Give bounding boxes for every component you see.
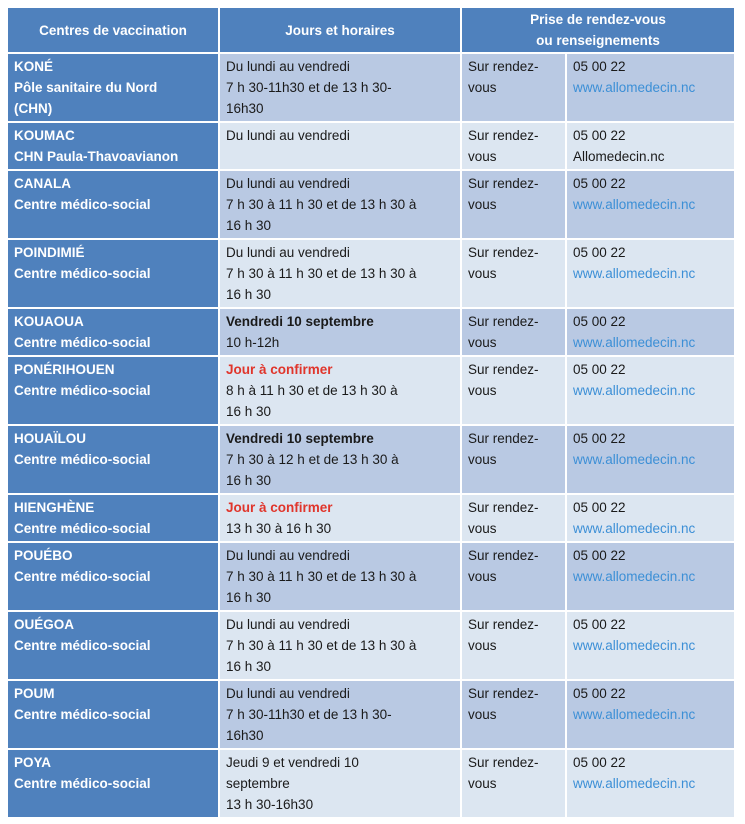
contact-cell bbox=[567, 543, 734, 610]
hours-line: Du lundi au vendredi bbox=[226, 548, 350, 563]
hours-alert-text: Jour à confirmer bbox=[226, 362, 333, 377]
table-row bbox=[8, 612, 734, 679]
appointment-text: vous bbox=[468, 197, 497, 212]
hours-line: Du lundi au vendredi bbox=[226, 128, 350, 143]
centre-subtitle: Centre médico-social bbox=[14, 335, 151, 350]
hours-line: 16 h 30 bbox=[226, 287, 272, 302]
appointment-cell bbox=[462, 54, 565, 121]
appointment-text: vous bbox=[468, 521, 497, 536]
website-link[interactable]: www.allomedecin.nc bbox=[573, 80, 696, 95]
centre-name: KOUMAC bbox=[14, 128, 75, 143]
hours-line: 16h30 bbox=[226, 728, 264, 743]
appointment-cell bbox=[462, 240, 565, 307]
vaccination-table-wrapper bbox=[6, 6, 736, 819]
contact-cell bbox=[567, 171, 734, 238]
hours-line: 7 h 30 à 11 h 30 et de 13 h 30 à bbox=[226, 266, 417, 281]
appointment-text: vous bbox=[468, 707, 497, 722]
centre-cell bbox=[8, 171, 218, 238]
centre-subtitle: Centre médico-social bbox=[14, 638, 151, 653]
header-appointment bbox=[462, 8, 734, 52]
centre-name: POUÉBO bbox=[14, 548, 73, 563]
hours-line: 10 h-12h bbox=[226, 335, 280, 350]
hours-cell bbox=[220, 426, 460, 493]
hours-cell bbox=[220, 750, 460, 817]
phone-number: 05 00 22 bbox=[573, 128, 626, 143]
appointment-text: Sur rendez- bbox=[468, 314, 539, 329]
appointment-text: vous bbox=[468, 80, 497, 95]
website-link[interactable]: www.allomedecin.nc bbox=[573, 776, 696, 791]
website-link[interactable]: www.allomedecin.nc bbox=[573, 197, 696, 212]
phone-number: 05 00 22 bbox=[573, 176, 626, 191]
appointment-text: Sur rendez- bbox=[468, 755, 539, 770]
contact-cell bbox=[567, 612, 734, 679]
appointment-cell bbox=[462, 681, 565, 748]
appointment-text: vous bbox=[468, 149, 497, 164]
hours-line: Du lundi au vendredi bbox=[226, 176, 350, 191]
hours-line: 16h30 bbox=[226, 101, 264, 116]
hours-line: 7 h 30 à 11 h 30 et de 13 h 30 à bbox=[226, 569, 417, 584]
appointment-text: vous bbox=[468, 452, 497, 467]
hours-line: 16 h 30 bbox=[226, 218, 272, 233]
centre-subtitle: Centre médico-social bbox=[14, 452, 151, 467]
phone-number: 05 00 22 bbox=[573, 245, 626, 260]
centre-name: CANALA bbox=[14, 176, 71, 191]
centre-cell bbox=[8, 543, 218, 610]
hours-cell bbox=[220, 681, 460, 748]
centre-cell bbox=[8, 54, 218, 121]
header-hours: Jours et horaires bbox=[220, 8, 460, 52]
centre-subtitle: Centre médico-social bbox=[14, 383, 151, 398]
centre-cell bbox=[8, 123, 218, 169]
hours-cell bbox=[220, 171, 460, 238]
appointment-text: vous bbox=[468, 638, 497, 653]
table-row bbox=[8, 54, 734, 121]
hours-line: Du lundi au vendredi bbox=[226, 59, 350, 74]
phone-number: 05 00 22 bbox=[573, 314, 626, 329]
contact-cell bbox=[567, 309, 734, 355]
table-row bbox=[8, 426, 734, 493]
hours-line: Vendredi 10 septembre bbox=[226, 431, 374, 446]
phone-number: 05 00 22 bbox=[573, 59, 626, 74]
hours-line: septembre bbox=[226, 776, 290, 791]
table-row bbox=[8, 357, 734, 424]
hours-cell bbox=[220, 543, 460, 610]
centre-name: POYA bbox=[14, 755, 52, 770]
phone-number: 05 00 22 bbox=[573, 686, 626, 701]
hours-cell bbox=[220, 54, 460, 121]
hours-line: 16 h 30 bbox=[226, 404, 272, 419]
centre-name: HIENGHÈNE bbox=[14, 500, 95, 515]
contact-cell bbox=[567, 426, 734, 493]
centre-subtitle: Centre médico-social bbox=[14, 569, 151, 584]
website-link[interactable]: www.allomedecin.nc bbox=[573, 452, 696, 467]
appointment-cell bbox=[462, 309, 565, 355]
hours-line: Du lundi au vendredi bbox=[226, 245, 350, 260]
phone-number: 05 00 22 bbox=[573, 617, 626, 632]
appointment-text: vous bbox=[468, 383, 497, 398]
hours-line: 7 h 30-11h30 et de 13 h 30- bbox=[226, 80, 392, 95]
appointment-cell bbox=[462, 750, 565, 817]
hours-line: Du lundi au vendredi bbox=[226, 617, 350, 632]
website-link[interactable]: www.allomedecin.nc bbox=[573, 638, 696, 653]
table-row bbox=[8, 123, 734, 169]
table-row bbox=[8, 681, 734, 748]
hours-line: 13 h 30-16h30 bbox=[226, 797, 314, 812]
hours-line: 16 h 30 bbox=[226, 659, 272, 674]
website-link[interactable]: www.allomedecin.nc bbox=[573, 266, 696, 281]
appointment-text: Sur rendez- bbox=[468, 362, 539, 377]
contact-cell bbox=[567, 54, 734, 121]
appointment-cell bbox=[462, 495, 565, 541]
centre-cell bbox=[8, 750, 218, 817]
table-row bbox=[8, 171, 734, 238]
phone-number: 05 00 22 bbox=[573, 362, 626, 377]
centre-subtitle: Centre médico-social bbox=[14, 521, 151, 536]
table-row bbox=[8, 750, 734, 817]
appointment-text: Sur rendez- bbox=[468, 686, 539, 701]
centre-subtitle: Pôle sanitaire du Nord bbox=[14, 80, 158, 95]
appointment-cell bbox=[462, 543, 565, 610]
website-link[interactable]: www.allomedecin.nc bbox=[573, 335, 696, 350]
centre-name: KOUAOUA bbox=[14, 314, 84, 329]
hours-line: Jeudi 9 et vendredi 10 bbox=[226, 755, 359, 770]
centre-cell bbox=[8, 357, 218, 424]
hours-line: Du lundi au vendredi bbox=[226, 686, 350, 701]
centre-cell bbox=[8, 681, 218, 748]
table-header-row bbox=[8, 8, 734, 52]
appointment-text: vous bbox=[468, 266, 497, 281]
hours-cell bbox=[220, 357, 460, 424]
appointment-text: Sur rendez- bbox=[468, 500, 539, 515]
hours-line: 16 h 30 bbox=[226, 473, 272, 488]
table-row bbox=[8, 543, 734, 610]
hours-line: 7 h 30-11h30 et de 13 h 30- bbox=[226, 707, 392, 722]
hours-cell bbox=[220, 495, 460, 541]
centre-cell bbox=[8, 426, 218, 493]
appointment-text: Sur rendez- bbox=[468, 548, 539, 563]
contact-cell bbox=[567, 357, 734, 424]
centre-cell bbox=[8, 240, 218, 307]
hours-cell bbox=[220, 309, 460, 355]
phone-number: 05 00 22 bbox=[573, 431, 626, 446]
phone-number: 05 00 22 bbox=[573, 755, 626, 770]
phone-number: 05 00 22 bbox=[573, 548, 626, 563]
appointment-text: Sur rendez- bbox=[468, 431, 539, 446]
appointment-text: Sur rendez- bbox=[468, 245, 539, 260]
appointment-text: Sur rendez- bbox=[468, 128, 539, 143]
appointment-cell bbox=[462, 123, 565, 169]
centre-name: POUM bbox=[14, 686, 55, 701]
centre-subtitle: (CHN) bbox=[14, 101, 53, 116]
table-row bbox=[8, 309, 734, 355]
hours-line: 13 h 30 à 16 h 30 bbox=[226, 521, 332, 536]
contact-cell bbox=[567, 240, 734, 307]
phone-number: 05 00 22 bbox=[573, 500, 626, 515]
contact-cell bbox=[567, 681, 734, 748]
centre-subtitle: Centre médico-social bbox=[14, 197, 151, 212]
centre-name: HOUAÏLOU bbox=[14, 431, 86, 446]
website-link[interactable]: www.allomedecin.nc bbox=[573, 707, 696, 722]
website-link[interactable]: www.allomedecin.nc bbox=[573, 569, 696, 584]
centre-cell bbox=[8, 309, 218, 355]
header-appointment-line2: ou renseignements bbox=[536, 33, 660, 48]
centre-name: POINDIMIÉ bbox=[14, 245, 85, 260]
centre-cell bbox=[8, 495, 218, 541]
appointment-text: vous bbox=[468, 335, 497, 350]
table-row bbox=[8, 240, 734, 307]
centre-cell bbox=[8, 612, 218, 679]
appointment-text: Sur rendez- bbox=[468, 617, 539, 632]
appointment-text: Sur rendez- bbox=[468, 176, 539, 191]
appointment-cell bbox=[462, 612, 565, 679]
hours-line: Vendredi 10 septembre bbox=[226, 314, 374, 329]
centre-subtitle: CHN Paula-Thavoavianon bbox=[14, 149, 179, 164]
website-link[interactable]: www.allomedecin.nc bbox=[573, 521, 696, 536]
contact-cell bbox=[567, 750, 734, 817]
hours-alert-text: Jour à confirmer bbox=[226, 500, 333, 515]
table-body bbox=[8, 54, 734, 817]
centre-name: KONÉ bbox=[14, 59, 54, 74]
contact-cell bbox=[567, 123, 734, 169]
hours-cell bbox=[220, 123, 460, 169]
vaccination-table bbox=[6, 6, 736, 819]
hours-line: 8 h à 11 h 30 et de 13 h 30 à bbox=[226, 383, 398, 398]
appointment-text: Sur rendez- bbox=[468, 59, 539, 74]
hours-cell bbox=[220, 612, 460, 679]
table-row bbox=[8, 495, 734, 541]
hours-line: 7 h 30 à 12 h et de 13 h 30 à bbox=[226, 452, 399, 467]
contact-cell bbox=[567, 495, 734, 541]
centre-name: OUÉGOA bbox=[14, 617, 75, 632]
header-appointment-line1: Prise de rendez-vous bbox=[530, 12, 666, 27]
appointment-cell bbox=[462, 357, 565, 424]
website-text: Allomedecin.nc bbox=[573, 149, 665, 164]
centre-subtitle: Centre médico-social bbox=[14, 776, 151, 791]
appointment-text: vous bbox=[468, 776, 497, 791]
centre-subtitle: Centre médico-social bbox=[14, 707, 151, 722]
appointment-text: vous bbox=[468, 569, 497, 584]
appointment-cell bbox=[462, 426, 565, 493]
hours-line: 7 h 30 à 11 h 30 et de 13 h 30 à bbox=[226, 197, 417, 212]
hours-line: 7 h 30 à 11 h 30 et de 13 h 30 à bbox=[226, 638, 417, 653]
hours-cell bbox=[220, 240, 460, 307]
hours-line: 16 h 30 bbox=[226, 590, 272, 605]
centre-subtitle: Centre médico-social bbox=[14, 266, 151, 281]
centre-name: PONÉRIHOUEN bbox=[14, 362, 115, 377]
website-link[interactable]: www.allomedecin.nc bbox=[573, 383, 696, 398]
appointment-cell bbox=[462, 171, 565, 238]
header-centres: Centres de vaccination bbox=[8, 8, 218, 52]
